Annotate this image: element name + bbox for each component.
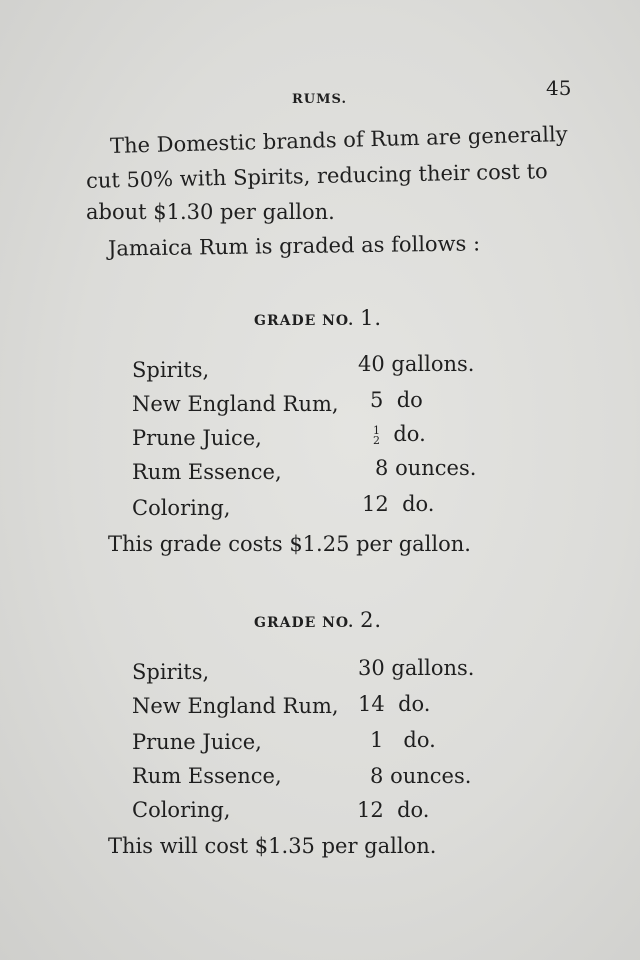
- grade-2-item-unit: ounces.: [390, 764, 472, 788]
- grade-2-item-qty: [370, 728, 436, 752]
- grade-1-item-amount: 5: [370, 388, 384, 412]
- grade-2-title-prefix: GRADE NO.: [254, 615, 355, 631]
- grade-1-cost: This grade costs $1.25 per gallon.: [108, 532, 471, 556]
- grade-2-title-num: 2.: [360, 608, 383, 632]
- grade-2-item-name: Spirits,: [132, 660, 210, 684]
- intro-line-3: about $1.30 per gallon.: [86, 200, 335, 224]
- grade-2-item-qty: [370, 764, 471, 788]
- intro-line-4: Jamaica Rum is graded as follows :: [107, 231, 481, 261]
- grade-1-item-unit: do: [396, 388, 423, 412]
- grade-2-item-qty: [358, 692, 431, 716]
- grade-1-item-qty: [375, 456, 476, 480]
- grade-2-item-unit: do.: [398, 692, 431, 716]
- page-number: 45: [546, 76, 572, 100]
- grade-2-item-name: Prune Juice,: [132, 730, 262, 754]
- grade-2-item-amount: 14: [358, 692, 385, 716]
- grade-1-item-amount: 12: [362, 492, 389, 516]
- grade-1-item-qty: [373, 422, 426, 446]
- grade-1-title: [254, 306, 382, 330]
- grade-1-item-unit: do.: [393, 422, 426, 446]
- grade-1-item-unit: gallons.: [391, 352, 475, 376]
- grade-1-item-name: New England Rum,: [132, 392, 339, 416]
- grade-2-title: [254, 608, 382, 632]
- grade-1-item-name: Prune Juice,: [132, 426, 262, 450]
- grade-2-cost: This will cost $1.35 per gallon.: [108, 834, 437, 858]
- grade-2-item-unit: do.: [397, 798, 430, 822]
- intro-line-1: The Domestic brands of Rum are generally: [109, 122, 568, 158]
- running-head: RUMS.: [292, 92, 347, 107]
- grade-2-item-amount: 1: [370, 728, 384, 752]
- grade-1-item-unit: do.: [402, 492, 435, 516]
- grade-1-item-unit: ounces.: [395, 456, 477, 480]
- grade-1-item-name: Rum Essence,: [132, 460, 282, 484]
- grade-2-item-name: New England Rum,: [132, 694, 339, 718]
- grade-2-item-unit: gallons.: [391, 656, 475, 680]
- grade-1-title-num: 1.: [360, 306, 383, 330]
- grade-1-item-amount: 40: [358, 352, 385, 376]
- grade-1-item-name: Coloring,: [132, 496, 231, 520]
- intro-line-2: cut 50% with Spirits, reducing their cost to: [85, 159, 548, 193]
- grade-2-item-amount: 12: [357, 798, 384, 822]
- grade-2-item-name: Coloring,: [132, 798, 231, 822]
- grade-1-item-qty: [358, 352, 474, 376]
- grade-2-item-name: Rum Essence,: [132, 764, 282, 788]
- grade-1-title-prefix: GRADE NO.: [254, 313, 355, 329]
- grade-2-item-amount: 30: [358, 656, 385, 680]
- grade-1-item-qty: [362, 492, 435, 516]
- grade-2-item-qty: [357, 798, 430, 822]
- grade-1-item-name: Spirits,: [132, 358, 210, 382]
- grade-2-item-qty: [358, 656, 474, 680]
- grade-1-item-amount: 8: [375, 456, 389, 480]
- grade-2-item-amount: 8: [370, 764, 384, 788]
- grade-1-item-fraction: 1 2: [373, 423, 380, 447]
- grade-1-item-qty: [370, 388, 423, 412]
- grade-2-item-unit: do.: [403, 728, 436, 752]
